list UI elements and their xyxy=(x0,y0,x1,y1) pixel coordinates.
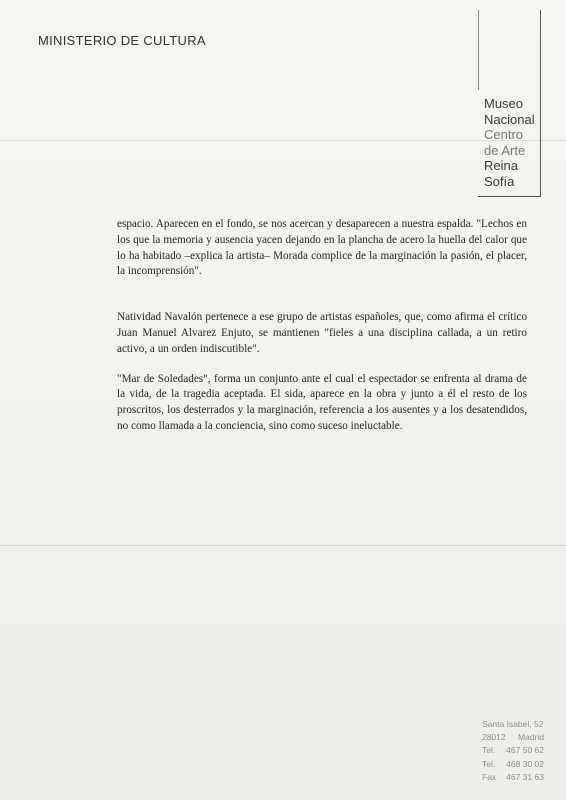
logo-divider xyxy=(478,10,479,90)
tel-label: Tel. xyxy=(482,745,496,756)
logo-line: Nacional xyxy=(484,111,535,127)
logo-line: Museo xyxy=(484,96,524,111)
logo-line: Reina xyxy=(484,158,518,173)
letter-body xyxy=(117,217,527,435)
tel-number: 467 50 62 xyxy=(506,745,544,756)
tel-number: 468 30 02 xyxy=(506,758,544,769)
body-paragraph: Natividad Navalón pertenece a ese grupo de artistas españoles, que, como afirma el crítico Juan Manuel Alvarez Enjuto, se mantienen "fieles a una disciplina callada, a un retiro activo, a un orden indiscutible". xyxy=(117,311,527,355)
ministry-header: MINISTERIO DE CULTURA xyxy=(38,33,206,48)
address-city: Madrid xyxy=(518,732,544,743)
fax-number: 467 31 63 xyxy=(506,771,544,782)
address-street: Santa Isabel, 52 xyxy=(482,719,544,729)
museum-logo-text xyxy=(484,96,535,189)
address-block xyxy=(482,718,544,784)
fax-label: Fax xyxy=(482,771,497,782)
fold-line xyxy=(0,545,566,546)
body-paragraph: "Mar de Soledades", forma un conjunto ante el cual el espectador se enfrenta al drama de la vida, de la tragedia aceptada. El sida, aparece en la obra y junto a él el resto de los proscritos, los desterrados y la marginación, referencia a los ausentes y a los desatendidos, no como llamada a la conciencia, sino como suceso ineluctable. xyxy=(117,372,527,432)
address-postal: 28012 xyxy=(482,732,506,743)
logo-line: Centro xyxy=(484,127,524,142)
body-paragraph: espacio. Aparecen en el fondo, se nos acercan y desaparecen a nuestra espalda. "Lechos en los que la memoria y ausencia yacen dejando en la plancha de acero la huella del calor que lo ha habitado –explica la artista– Morada complice de la marginación la pasión, el placer, la incomprensión". xyxy=(117,218,527,278)
logo-line: Sofía xyxy=(484,173,515,189)
tel-label: Tel. xyxy=(482,758,496,769)
logo-line: de Arte xyxy=(484,142,526,158)
